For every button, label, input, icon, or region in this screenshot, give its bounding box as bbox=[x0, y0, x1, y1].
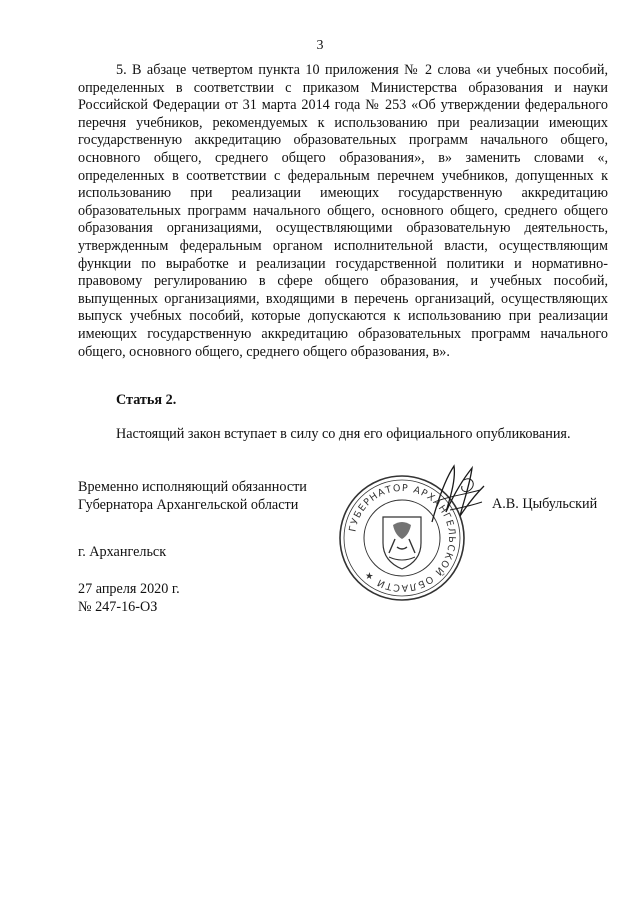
law-number: № 247-16-ОЗ bbox=[78, 599, 158, 615]
place-of-signing: г. Архангельск bbox=[78, 544, 167, 560]
page-number: 3 bbox=[316, 38, 324, 53]
signing-date: 27 апреля 2020 г. bbox=[78, 581, 180, 597]
article-text: Настоящий закон вступает в силу со дня его официального опубликования. bbox=[116, 426, 571, 442]
paragraph-5: 5. В абзаце четвертом пункта 10 приложения № 2 слова «и учебных пособий, определенных в соответствии с приказом Министерства образования и науки Российской Федерации от 31 марта 2014 года № 253 «Об утверждении федерального перечня учебников, рекомендуемых к использованию при реализации имеющих государственную аккредитацию образовательных программ начального общего, основного общего, среднего общего образования», в» заменить словами «, определенных в соответствии с федеральным перечнем учебников, допущенных к использованию при реализации имеющих государственную аккредитацию образовательных программ начального общего, основного общего, среднего общего образования организациями, осуществляющими образовательную деятельность, утвержденным федеральным органом исполнительной власти, осуществляющим функции по выработке и реализации государственной политики и нормативно-правовому регулированию в сфере общего образования, и учебных пособий, выпущенных организациями, входящими в перечень организаций, осуществляющих выпуск учебных пособий, которые допускаются к использованию при реализации имеющих государственную аккредитацию образовательных программ начального общего, основного общего, среднего общего образования, в». bbox=[78, 62, 608, 360]
signatory-title-line-2: Губернатора Архангельской области bbox=[78, 497, 299, 513]
handwritten-signature bbox=[420, 460, 500, 530]
signatory-title-line-1: Временно исполняющий обязанности bbox=[78, 479, 307, 495]
svg-text:ГУБЕРНАТОР АРХАНГЕЛЬСКОЙ ОБЛАС: ГУБЕРНАТОР АРХАНГЕЛЬСКОЙ ОБЛАСТИ ★ bbox=[347, 482, 458, 594]
article-heading: Статья 2. bbox=[116, 392, 177, 408]
signatory-title bbox=[78, 478, 307, 514]
signatory-name: А.В. Цыбульский bbox=[492, 496, 598, 512]
